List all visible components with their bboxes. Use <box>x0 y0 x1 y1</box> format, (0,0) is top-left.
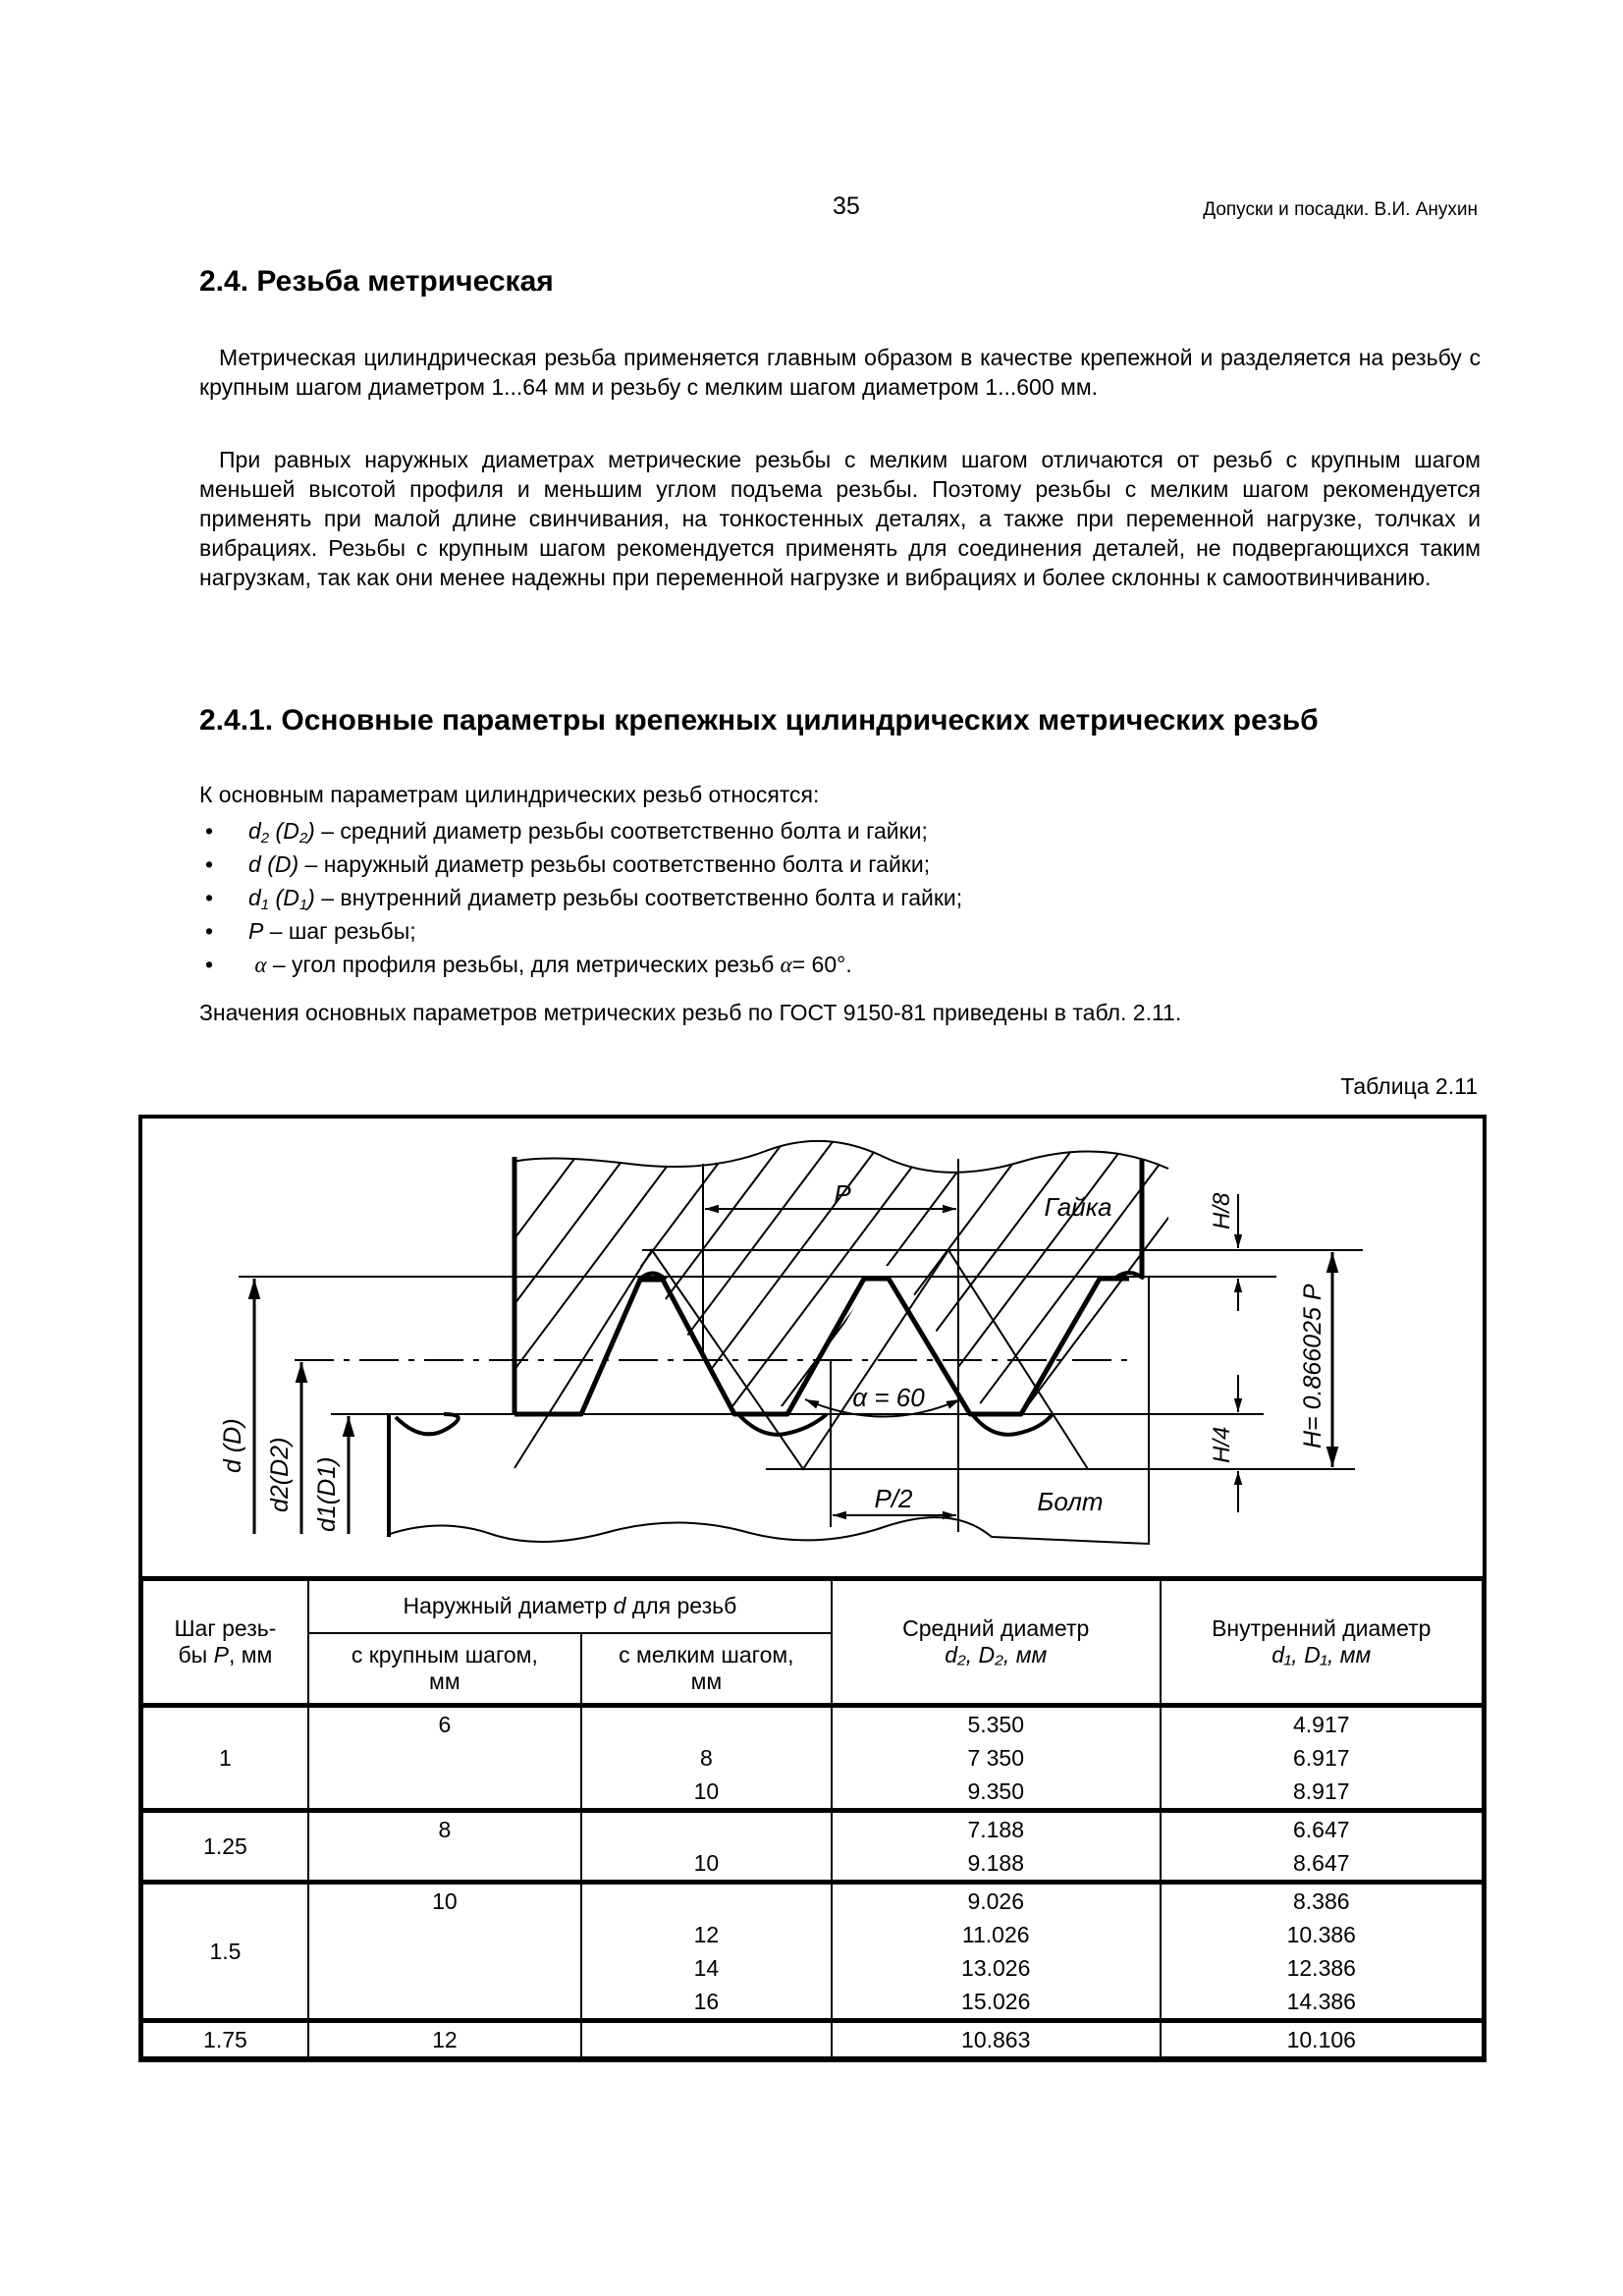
item-text: – угол профиля резьбы, для метрических резьб <box>266 952 781 977</box>
value: 6 <box>438 1712 452 1737</box>
coarse-cell <box>308 1883 581 2021</box>
thread-profile-diagram <box>142 1119 1483 1576</box>
item-text: – наружный диаметр резьбы соответственно болта и гайки; <box>298 851 931 877</box>
value: 16 <box>693 1989 720 2014</box>
header-mid-diameter <box>832 1579 1161 1706</box>
value: 14.386 <box>1286 1989 1356 2014</box>
value <box>309 1775 580 1808</box>
mid-diameter-label: d2(D2) <box>266 1437 294 1512</box>
header-text: d₂, D₂, мм <box>945 1642 1048 1667</box>
value: 10 <box>693 1778 720 1804</box>
symbol: α <box>254 953 267 977</box>
symbol: D <box>283 885 299 910</box>
half-pitch-label: P/2 <box>874 1484 913 1513</box>
item-text: – внутренний диаметр резьбы соответственно болта и гайки; <box>314 885 963 910</box>
bullet-icon: • <box>205 918 214 944</box>
list-item: • $d_2$ $(D_2)$ – средний диаметр резьбы соответственно болта и гайки; <box>199 814 962 847</box>
header-coarse <box>308 1633 581 1706</box>
paragraph-2 <box>199 445 1481 592</box>
pitch-cell: 1 <box>141 1706 308 1811</box>
value: 9.350 <box>967 1778 1024 1804</box>
paragraph-text: При равных наружных диаметрах метрические резьбы с мелким шагом отличаются от резьб с крупным шагом меньшей высотой профиля и меньшим углом подъема резьбы. Поэтому резьбы с мелким шагом рекомендуется применять при малой длине свинчивания, на тонкостенных деталях, а также при переменной нагрузке, толчках и вибрациях. Резьбы с крупным шагом рекомендуется применять для соединения деталей, не подвергающихся таким нагрузкам, так как они менее надежны при переменной нагрузке и вибрациях и более склонны к самоотвинчиванию. <box>199 447 1481 590</box>
value: 5.350 <box>967 1712 1024 1737</box>
value <box>309 1741 580 1775</box>
value <box>582 2023 831 2056</box>
value <box>582 1885 831 1918</box>
inner-diameter-label: d1(D1) <box>313 1456 341 1532</box>
symbol: d <box>248 818 261 844</box>
bullet-icon: • <box>205 952 214 977</box>
value: 10.863 <box>961 2027 1031 2052</box>
header-text: для резьб <box>625 1593 737 1619</box>
value: 14 <box>693 1955 720 1981</box>
height-label: H= 0.866025 P <box>1299 1284 1326 1449</box>
inner-cell <box>1161 2021 1485 2059</box>
value: 7 350 <box>967 1745 1024 1771</box>
table-row <box>141 1811 1485 1883</box>
value: 10 <box>432 1888 458 1914</box>
header-text: , мм <box>228 1642 273 1667</box>
header-text: с мелким шагом, <box>619 1641 794 1667</box>
value <box>309 1985 580 2018</box>
table-row <box>141 1883 1485 2021</box>
thread-params-table <box>138 1576 1487 2061</box>
params-list <box>199 814 962 981</box>
list-item: • $d_1$ $(D_1)$ – внутренний диаметр резьбы соответственно болта и гайки; <box>199 881 962 914</box>
table-row <box>141 2021 1485 2059</box>
header-text: Шаг резь- <box>174 1615 277 1641</box>
subscript: 2 <box>298 830 308 847</box>
list-item <box>199 948 962 981</box>
item-text: = 60°. <box>791 952 852 977</box>
fine-cell <box>581 1811 832 1883</box>
value: 10 <box>693 1850 720 1876</box>
table-reference: Значения основных параметров метрических резьб по ГОСТ 9150-81 приведены в табл. 2.11. <box>199 1000 1182 1025</box>
h8-label: H/8 <box>1209 1192 1235 1230</box>
symbol: D <box>274 851 292 877</box>
symbol: P <box>248 918 264 944</box>
subscript: 1 <box>298 897 308 913</box>
value: 10.106 <box>1286 2027 1356 2052</box>
pitch-label: P <box>834 1179 851 1209</box>
bolt-label: Болт <box>1037 1487 1104 1516</box>
mid-cell <box>832 2021 1161 2059</box>
table-caption: Таблица 2.11 <box>1340 1073 1478 1099</box>
item-text: – средний диаметр резьбы соответственно болта и гайки; <box>314 818 928 844</box>
value: 8 <box>699 1745 713 1771</box>
symbol: α <box>780 953 792 977</box>
inner-cell <box>1161 1883 1485 2021</box>
value: 12 <box>693 1922 720 1947</box>
value: 6.917 <box>1293 1745 1350 1771</box>
page-number: 35 <box>833 192 860 220</box>
value: 8 <box>438 1817 452 1842</box>
header-text: с крупным шагом, <box>351 1641 538 1667</box>
symbol: d <box>248 851 261 877</box>
header-outer-diameter <box>308 1579 832 1633</box>
nut-label: Гайка <box>1044 1192 1112 1222</box>
header-text: Внутренний диаметр <box>1212 1615 1432 1641</box>
coarse-cell <box>308 2021 581 2059</box>
header-text: бы <box>178 1642 214 1667</box>
header-text: мм <box>690 1667 723 1694</box>
inner-cell <box>1161 1811 1485 1883</box>
symbol: d <box>248 885 261 910</box>
pitch-cell: 1.75 <box>141 2021 308 2059</box>
coarse-cell <box>308 1706 581 1811</box>
value: 8.647 <box>1293 1850 1350 1876</box>
symbol: D <box>283 818 299 844</box>
list-item <box>199 914 962 948</box>
h4-label: H/4 <box>1209 1426 1235 1463</box>
mid-cell <box>832 1811 1161 1883</box>
table-row <box>141 1706 1485 1811</box>
list-item: • d (D) – наружный диаметр резьбы соответственно болта и гайки; <box>199 847 962 881</box>
bullet-icon: • <box>205 818 214 844</box>
angle-label: α = 60 <box>852 1383 925 1412</box>
header-text <box>143 1642 307 1668</box>
value: 12 <box>432 2027 458 2052</box>
value: 7.188 <box>967 1817 1024 1842</box>
header-text: мм <box>429 1667 460 1694</box>
coarse-cell <box>308 1811 581 1883</box>
fine-cell <box>581 1883 832 2021</box>
header-text: Наружный диаметр <box>403 1593 614 1619</box>
value: 8.386 <box>1293 1888 1350 1914</box>
value: 11.026 <box>961 1922 1030 1947</box>
bullet-icon: • <box>205 885 214 910</box>
value: 9.026 <box>967 1888 1024 1914</box>
value: 4.917 <box>1293 1712 1350 1737</box>
pitch-cell: 1.25 <box>141 1811 308 1883</box>
header-text: d₁, D₁, мм <box>1271 1642 1372 1667</box>
subscript: 2 <box>260 830 270 847</box>
value: 13.026 <box>961 1955 1031 1981</box>
value <box>309 1846 580 1880</box>
value: 12.386 <box>1286 1955 1356 1981</box>
value: 6.647 <box>1293 1817 1350 1842</box>
value <box>309 1918 580 1951</box>
outer-diameter-label: d (D) <box>219 1418 246 1473</box>
value <box>309 1951 580 1985</box>
fine-cell <box>581 2021 832 2059</box>
mid-cell <box>832 1883 1161 2021</box>
paragraph-text: Метрическая цилиндрическая резьба применяется главным образом в качестве крепежной и разделяется на резьбу с крупным шагом диаметром 1...64 мм и резьбу с мелким шагом диаметром 1...600 мм. <box>199 345 1481 400</box>
value: 8.917 <box>1293 1778 1350 1804</box>
symbol: d <box>613 1593 626 1619</box>
inner-cell <box>1161 1706 1485 1811</box>
paragraph-1 <box>199 343 1481 402</box>
section-title: 2.4. Резьба метрическая <box>199 265 554 298</box>
params-intro: К основным параметрам цилиндрических резьб относятся: <box>199 782 820 807</box>
subsection-title: 2.4.1. Основные параметры крепежных цилиндрических метрических резьб <box>199 704 1319 737</box>
value <box>582 1813 831 1846</box>
value: 10.386 <box>1286 1922 1356 1947</box>
mid-cell <box>832 1706 1161 1811</box>
fine-cell <box>581 1706 832 1811</box>
value: 9.188 <box>967 1850 1024 1876</box>
item-text: – шаг резьбы; <box>263 918 416 944</box>
bullet-icon: • <box>205 851 214 877</box>
pitch-cell: 1.5 <box>141 1883 308 2021</box>
header-inner-diameter <box>1161 1579 1485 1706</box>
symbol: P <box>213 1642 229 1667</box>
subscript: 1 <box>260 897 270 913</box>
header-fine <box>581 1633 832 1706</box>
value: 15.026 <box>961 1989 1031 2014</box>
header-pitch <box>141 1579 308 1706</box>
running-title: Допуски и посадки. В.И. Анухин <box>1203 199 1478 220</box>
value <box>582 1708 831 1741</box>
header-text: Средний диаметр <box>902 1615 1090 1641</box>
hatching <box>295 1139 1276 1532</box>
